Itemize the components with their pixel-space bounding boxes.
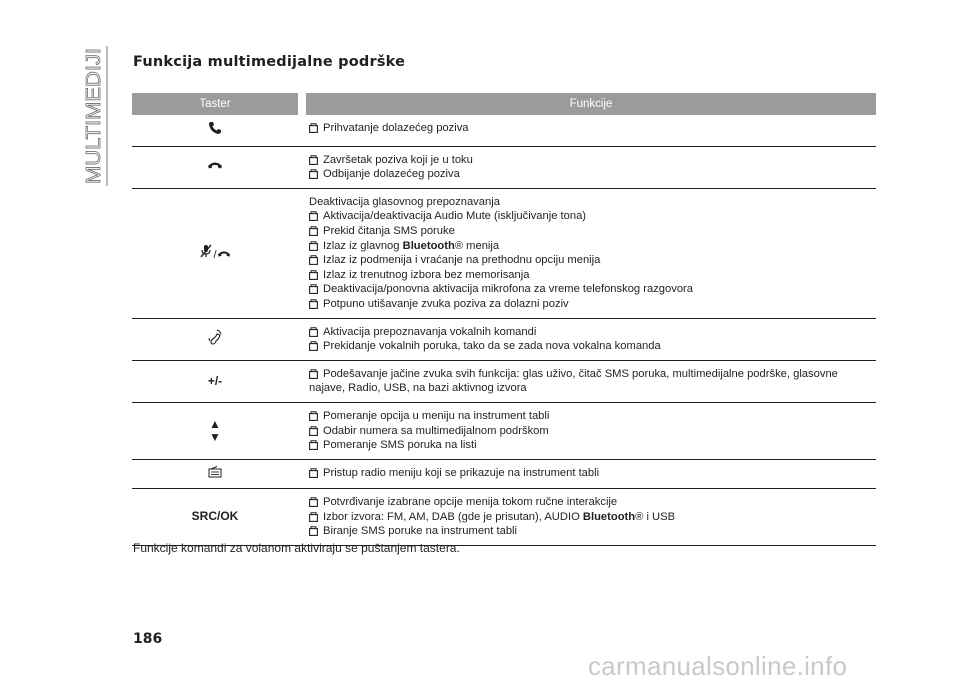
- bullet-icon: [309, 241, 318, 251]
- bullet-icon: [309, 426, 318, 436]
- function-item: [306, 282, 876, 297]
- function-item: [306, 121, 876, 136]
- function-cell: [306, 402, 876, 459]
- table-row: [132, 402, 876, 459]
- bullet-icon: [309, 270, 318, 280]
- key-cell: [132, 115, 298, 146]
- page-heading: Funkcija multimedijalne podrške: [133, 54, 406, 70]
- arrow-down-icon: ▼: [209, 429, 221, 444]
- key-label: +/-: [207, 373, 223, 388]
- function-text: Završetak poziva koji je u toku: [323, 153, 473, 166]
- bullet-icon: [309, 468, 318, 478]
- table-row: [132, 459, 876, 489]
- function-cell: [306, 146, 876, 188]
- function-cell: [306, 115, 876, 146]
- function-intro: Deaktivacija glasovnog prepoznavanja: [309, 195, 500, 208]
- section-title: [83, 46, 109, 186]
- key-cell: [132, 360, 298, 402]
- bullet-icon: [309, 369, 318, 379]
- mute-mic-icon: [199, 249, 213, 261]
- function-text: Odbijanje dolazećeg poziva: [323, 168, 460, 181]
- bullet-icon: [309, 512, 318, 522]
- bullet-icon: [309, 155, 318, 165]
- table-row: [132, 318, 876, 360]
- function-cell: [306, 360, 876, 402]
- function-item: [306, 253, 876, 268]
- arrow-up-icon: ▲: [209, 416, 221, 431]
- key-cell: [132, 188, 298, 318]
- section-title-text: MULTIMEDIJI: [83, 59, 105, 184]
- phone-answer-icon: [208, 126, 222, 138]
- table-row: [132, 489, 876, 546]
- function-item: [306, 466, 876, 481]
- page-number: 186: [133, 631, 163, 647]
- function-text: Potpuno utišavanje zvuka poziva za dolazni poziv: [323, 297, 569, 310]
- table-row: [132, 115, 876, 146]
- function-text: Pomeranje SMS poruka na listi: [323, 439, 477, 452]
- voice-command-icon: [208, 336, 222, 348]
- function-text: Izlaz iz glavnog Bluetooth® menija: [323, 239, 500, 252]
- function-text: Podešavanje jačine zvuka svih funkcija: glas uživo, čitač SMS poruka, multimedijalne podrške, glasovne: [323, 367, 838, 380]
- function-item: [306, 224, 876, 239]
- function-item: [306, 239, 876, 254]
- footer-note: Funkcije komandi za volanom aktiviraju se puštanjem tastera.: [133, 541, 460, 555]
- bullet-icon: [309, 226, 318, 236]
- bullet-icon: [309, 526, 318, 536]
- table-row: [132, 360, 876, 402]
- function-text: Pomeranje opcija u meniju na instrument tabli: [323, 409, 550, 422]
- function-text: Prihvatanje dolazećeg poziva: [323, 122, 469, 134]
- table-row: [132, 188, 876, 318]
- function-cell: [306, 318, 876, 360]
- function-item: [306, 325, 876, 340]
- key-cell: [132, 146, 298, 188]
- watermark: carmanualsonline.info: [588, 651, 848, 681]
- bullet-icon: [309, 123, 318, 133]
- function-item: [306, 297, 876, 312]
- key-cell: [132, 489, 298, 546]
- function-item: [306, 268, 876, 283]
- function-item: [306, 209, 876, 224]
- header-funkcije: Funkcije: [306, 93, 876, 115]
- bullet-icon: [309, 211, 318, 221]
- key-separator: /: [213, 248, 217, 261]
- function-cell: [306, 489, 876, 546]
- function-item: [306, 424, 876, 439]
- function-text: Biranje SMS poruke na instrument tabli: [323, 525, 518, 538]
- function-continuation: najave, Radio, USB, na bazi aktivnog izvora: [309, 382, 527, 395]
- function-item: [306, 495, 876, 510]
- key-cell: [132, 402, 298, 459]
- function-text: Potvrđivanje izabrane opcije menija tokom ručne interakcije: [323, 496, 618, 509]
- key-label: SRC/OK: [191, 509, 239, 524]
- function-text: Deaktivacija/ponovna aktivacija mikrofona za vreme telefonskog razgovora: [323, 283, 693, 296]
- function-item: [306, 510, 876, 525]
- function-text: Prekidanje vokalnih poruka, tako da se zada nova vokalna komanda: [323, 340, 661, 353]
- function-item: [306, 438, 876, 453]
- table-row: [132, 146, 876, 188]
- header-taster: Taster: [132, 93, 298, 115]
- function-text: Izlaz iz trenutnog izbora bez memorisanja: [323, 268, 530, 281]
- function-text: Izbor izvora: FM, AM, DAB (gde je prisutan), AUDIO Bluetooth® i USB: [323, 510, 676, 523]
- bullet-icon: [309, 284, 318, 294]
- bullet-icon: [309, 255, 318, 265]
- function-text: Izlaz iz podmenija i vraćanje na prethodnu opciju menija: [323, 254, 601, 267]
- function-cell: [306, 459, 876, 489]
- function-item: [306, 409, 876, 424]
- function-item: [306, 367, 876, 382]
- hangup-icon: [217, 249, 231, 261]
- bullet-icon: [309, 169, 318, 179]
- function-table: [132, 93, 876, 546]
- bullet-icon: [309, 411, 318, 421]
- function-item: [306, 167, 876, 182]
- bullet-icon: [309, 327, 318, 337]
- bullet-icon: [309, 341, 318, 351]
- function-item: [306, 524, 876, 539]
- function-text: Odabir numera sa multimedijalnom podrškom: [323, 424, 549, 437]
- bullet-icon: [309, 440, 318, 450]
- function-item: [306, 153, 876, 168]
- key-cell: [132, 459, 298, 489]
- key-cell: [132, 318, 298, 360]
- function-text: Aktivacija/deaktivacija Audio Mute (isključivanje tona): [323, 210, 587, 223]
- function-text: Pristup radio meniju koji se prikazuje na instrument tabli: [323, 466, 600, 479]
- function-cell: [306, 188, 876, 318]
- bullet-icon: [309, 299, 318, 309]
- radio-menu-icon: [208, 469, 222, 481]
- table-body: [132, 115, 876, 546]
- function-item: [306, 339, 876, 354]
- bullet-icon: [309, 497, 318, 507]
- phone-hangup-icon: [207, 161, 223, 173]
- function-text: Prekid čitanja SMS poruke: [323, 224, 455, 237]
- function-text: Aktivacija prepoznavanja vokalnih komandi: [323, 325, 537, 338]
